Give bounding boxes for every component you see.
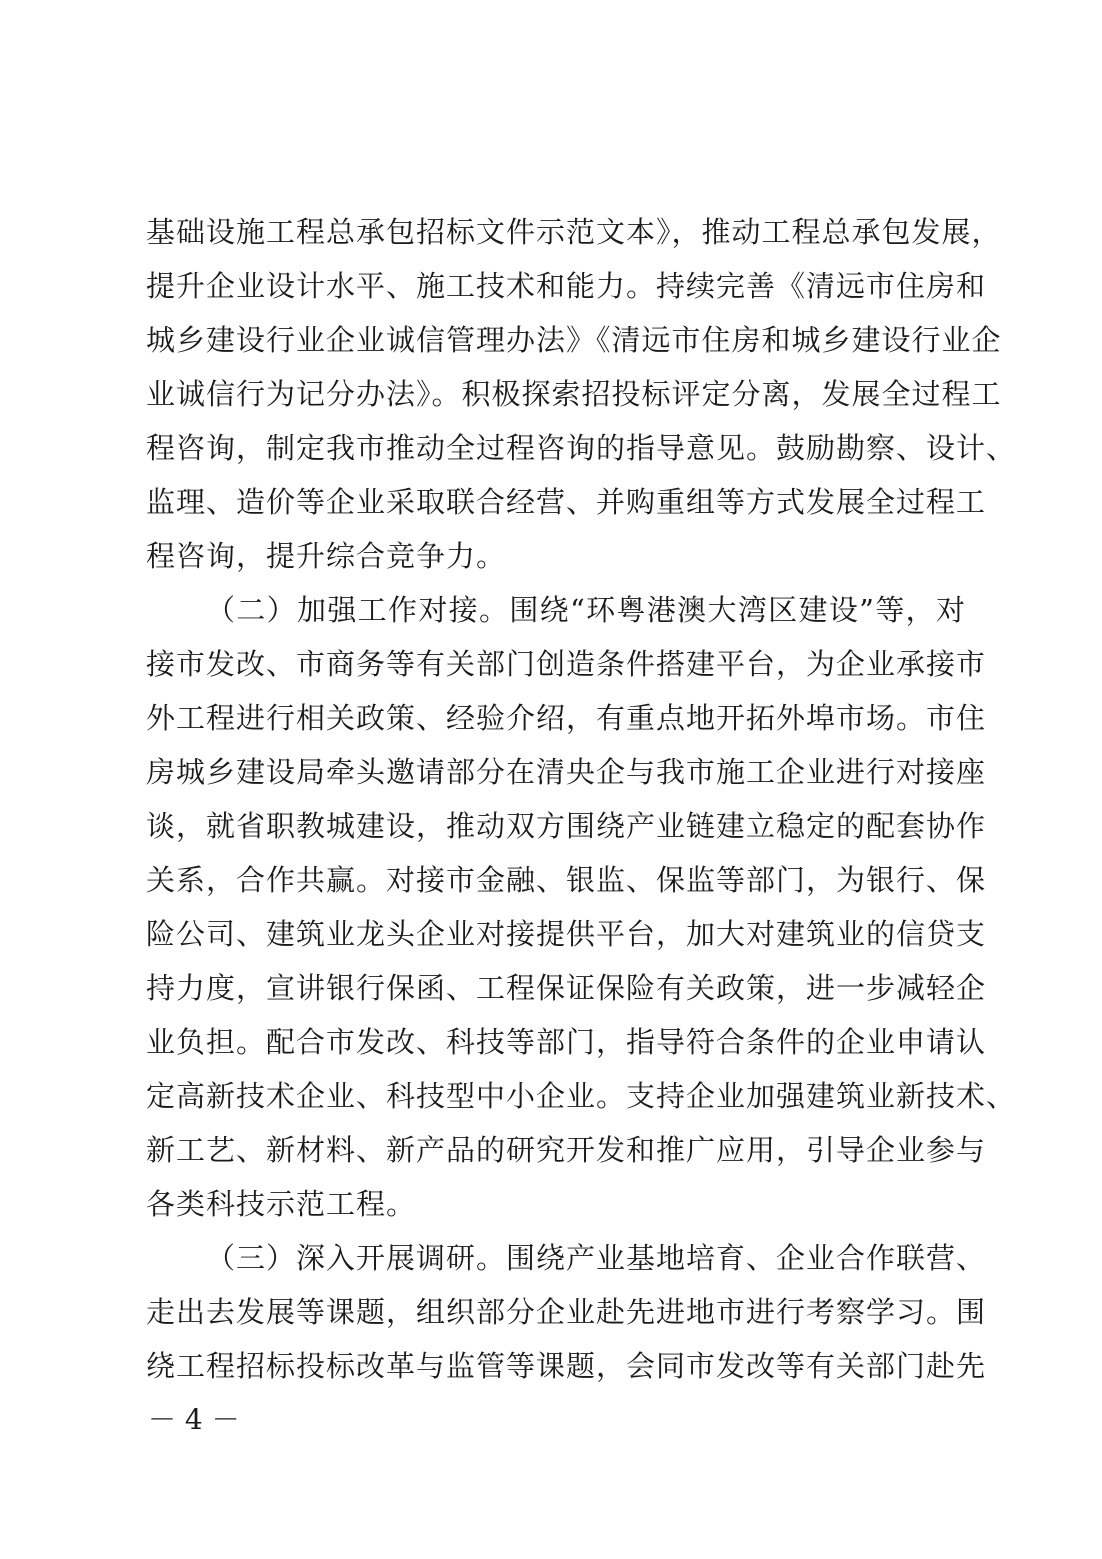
paragraph-line: 新工艺、新材料、新产品的研究开发和推广应用，引导企业参与 bbox=[146, 1133, 987, 1167]
paragraph-line: 关系，合作共赢。对接市金融、银监、保监等部门，为银行、保 bbox=[146, 863, 987, 897]
paragraph-line: 外工程进行相关政策、经验介绍，有重点地开拓外埠市场。市住 bbox=[146, 701, 987, 735]
paragraph-line: 险公司、建筑业龙头企业对接提供平台，加大对建筑业的信贷支 bbox=[146, 917, 987, 951]
paragraph-line: 房城乡建设局牵头邀请部分在清央企与我市施工企业进行对接座 bbox=[146, 755, 987, 789]
section-heading-line: （二）加强工作对接。围绕“环粤港澳大湾区建设”等，对 bbox=[206, 593, 966, 627]
paragraph-line: 接市发改、市商务等有关部门创造条件搭建平台，为企业承接市 bbox=[146, 647, 987, 681]
paragraph-line: 提升企业设计水平、施工技术和能力。持续完善《清远市住房和 bbox=[146, 269, 987, 303]
paragraph-line: 城乡建设行业企业诚信管理办法》《清远市住房和城乡建设行业企 bbox=[146, 323, 1002, 357]
paragraph-line: 各类科技示范工程。 bbox=[146, 1187, 417, 1221]
paragraph-line: 业诚信行为记分办法》。积极探索招投标评定分离，发展全过程工 bbox=[146, 377, 1002, 411]
paragraph-line: 业负担。配合市发改、科技等部门，指导符合条件的企业申请认 bbox=[146, 1025, 987, 1059]
paragraph-line: 基础设施工程总承包招标文件示范文本》，推动工程总承包发展， bbox=[146, 215, 1002, 249]
paragraph-line: 定高新技术企业、科技型中小企业。支持企业加强建筑业新技术、 bbox=[146, 1079, 1017, 1113]
paragraph-line: 走出去发展等课题，组织部分企业赴先进地市进行考察学习。围 bbox=[146, 1295, 987, 1329]
paragraph-line: 绕工程招标投标改革与监管等课题，会同市发改等有关部门赴先 bbox=[146, 1349, 987, 1383]
paragraph-line: 监理、造价等企业采取联合经营、并购重组等方式发展全过程工 bbox=[146, 485, 987, 519]
paragraph-line: 程咨询，提升综合竞争力。 bbox=[146, 539, 507, 573]
paragraph-line: 程咨询，制定我市推动全过程咨询的指导意见。鼓励勘察、设计、 bbox=[146, 431, 1017, 465]
section-heading-line: （三）深入开展调研。围绕产业基地培育、企业合作联营、 bbox=[206, 1241, 987, 1275]
paragraph-line: 谈，就省职教城建设，推动双方围绕产业链建立稳定的配套协作 bbox=[146, 809, 987, 843]
page-number: － 4 － bbox=[148, 1403, 240, 1436]
paragraph-line: 持力度，宣讲银行保函、工程保证保险有关政策，进一步减轻企 bbox=[146, 971, 987, 1005]
